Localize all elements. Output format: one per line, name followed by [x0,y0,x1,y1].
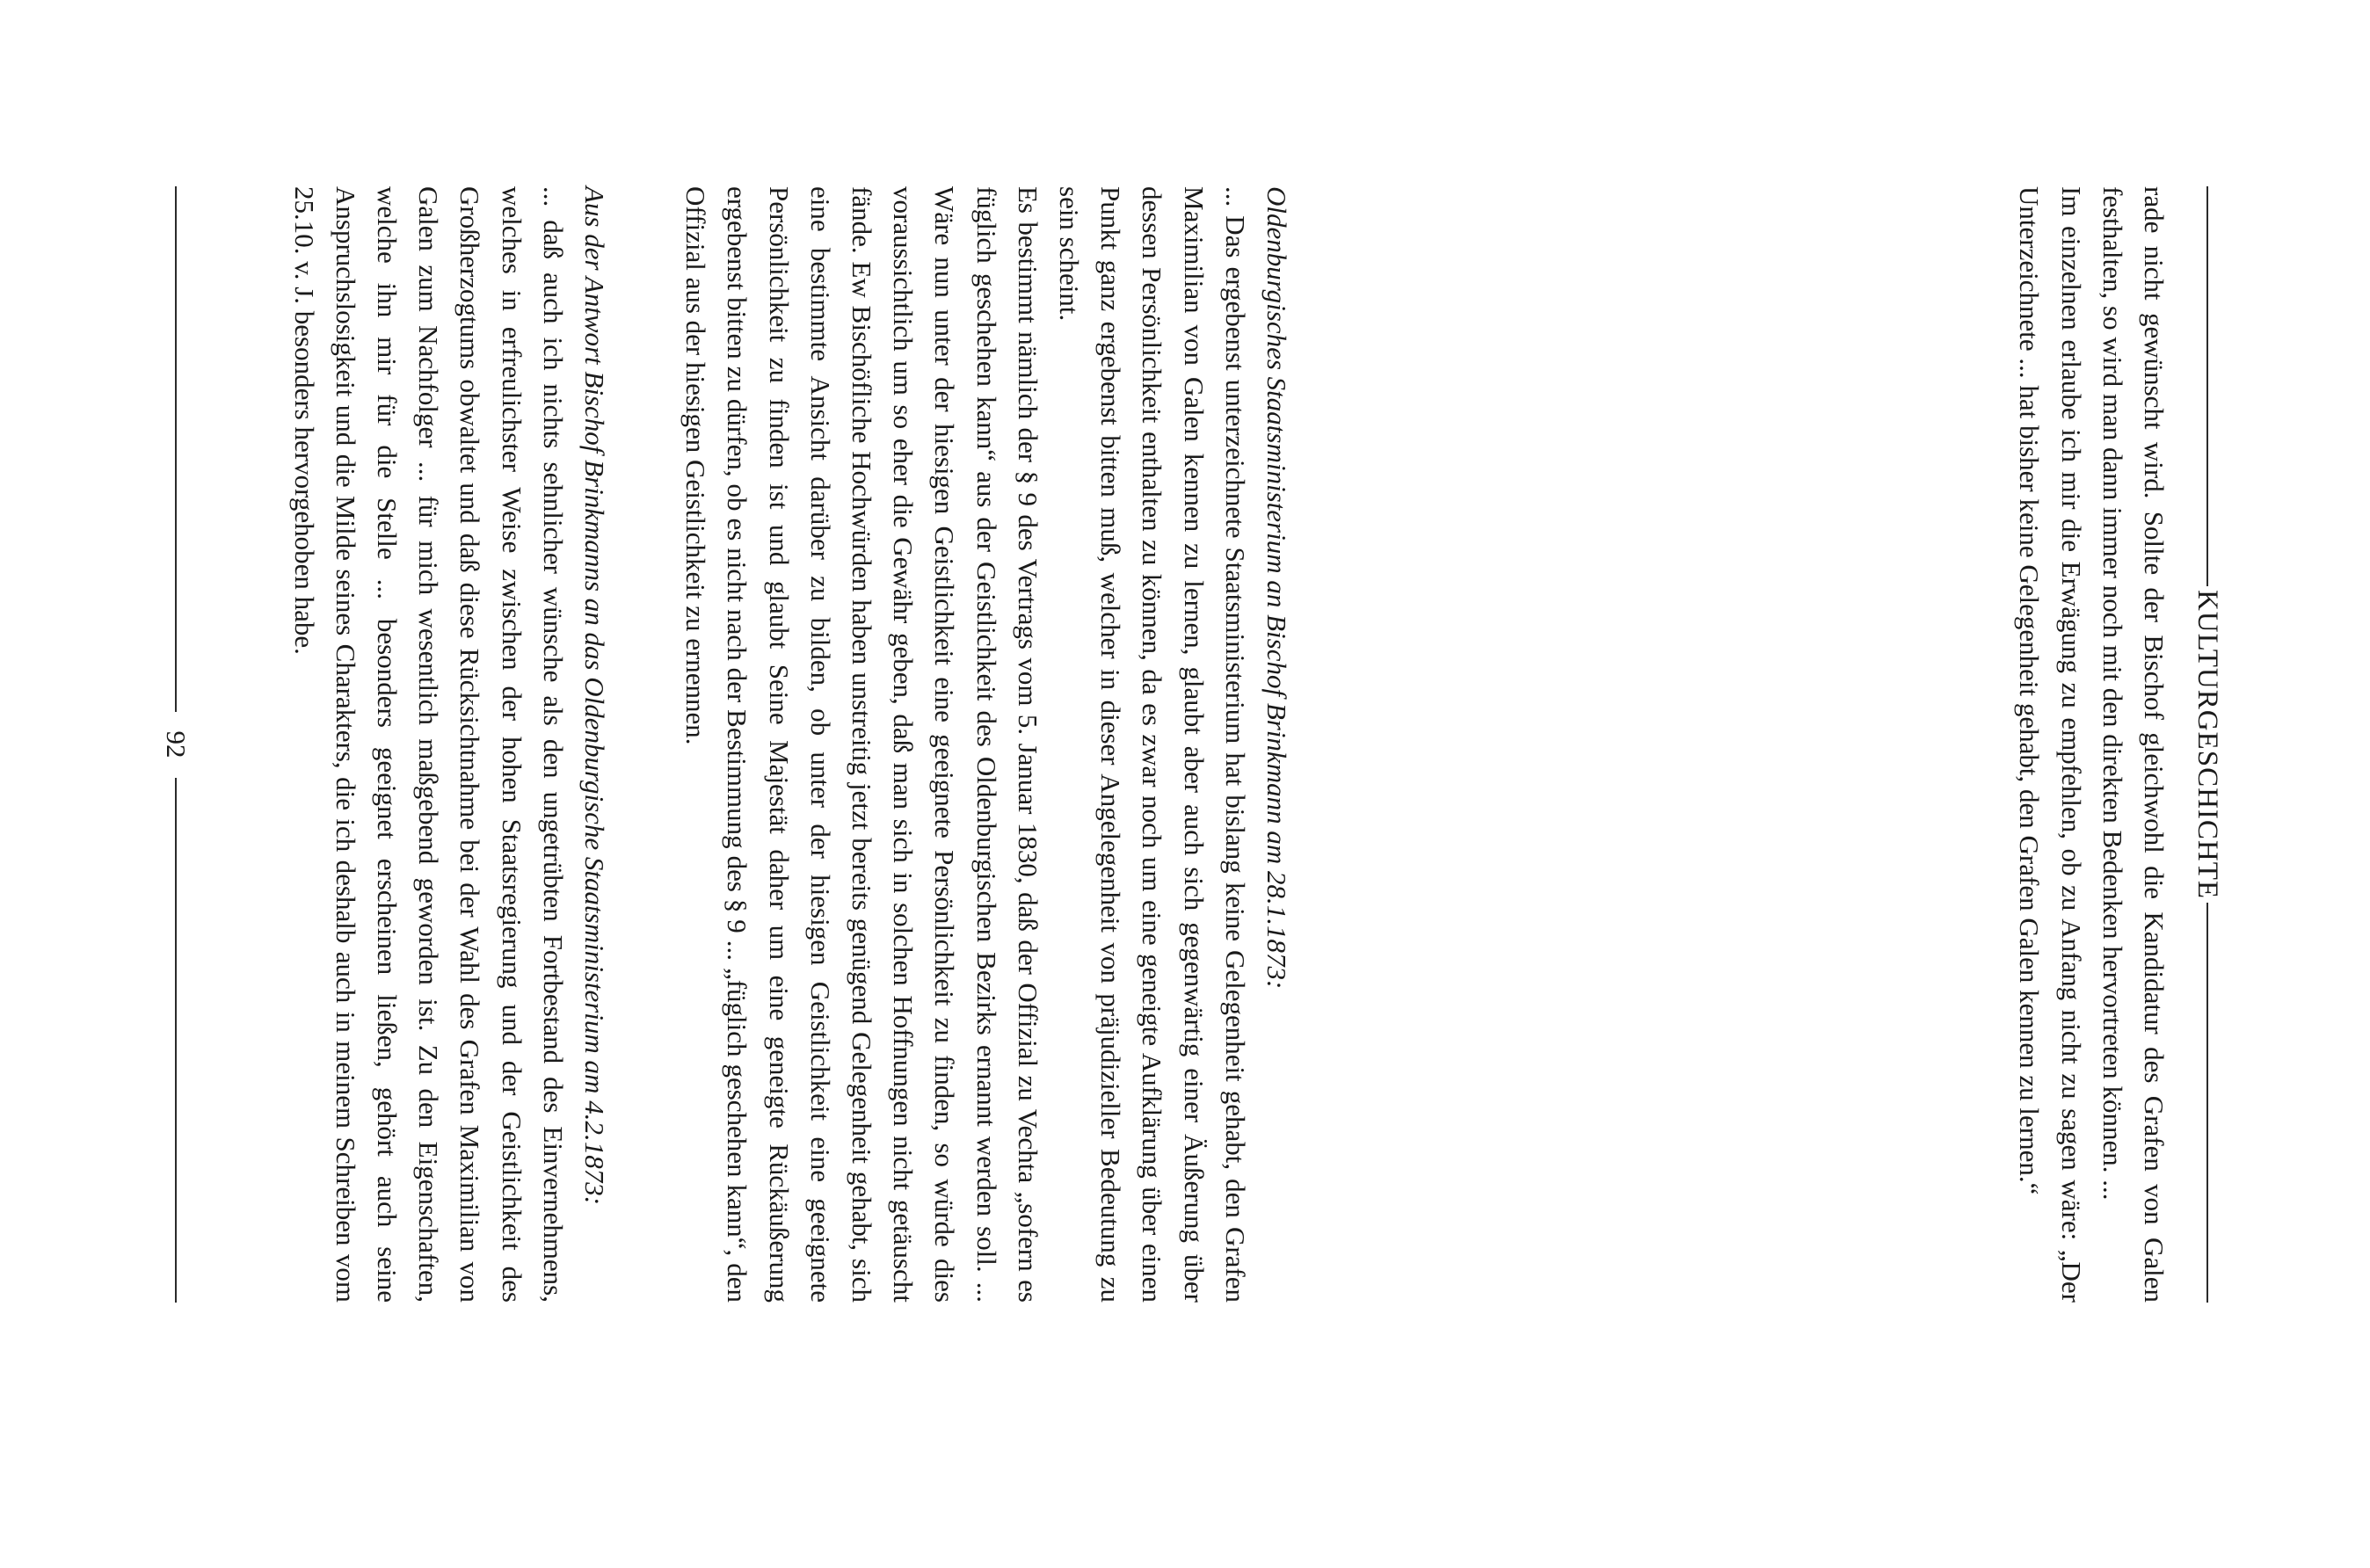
body-paragraph: rade nicht gewünscht wird. Sollte der Bischof gleichwohl die Kandidatur des Grafen von Galen festhalten, so wird man dann immer noch mit den direkten Bedenken hervortreten können. ... [2097,186,2170,1303]
page-number: 92 [161,730,192,759]
body-paragraph: Im einzelnen erlaube ich mir die Erwägung zu empfehlen, ob zu Anfang nicht zu sagen wäre: „Der Unterzeichnete ... hat bisher keine Gelegenheit gehabt, den Grafen Galen kennen zu lernen.“ [2014,186,2087,1303]
section-letter-bishop [283,186,615,1303]
body-paragraph: Es bestimmt nämlich der § 9 des Vertrags vom 5. Januar 1830, daß der Offizial zu Vechta „sofern es füglich geschehen kann“ aus der Geistlichkeit des Oldenburgischen Bezirks ernannt werden soll. ... Wäre nun unter der hiesigen Geistlichkeit eine geeignete Persönlichkeit zu finden, so würde dies voraussichtlich um so eher die Gewähr geben, daß man sich in solchen Hoffnungen nicht getäuscht fände. Ew Bischöfliche Hochwürden haben unstreitig jetzt bereits genügend Gelegenheit gehabt, sich eine bestimmte Ansicht darüber zu bilden, ob unter der hiesigen Geistlichkeit eine geeignete Persönlichkeit zu finden ist und glaubt Seine Majestät daher um eine geneigte Rückäußerung ergebenst bitten zu dürfen, ob es nicht nach der Bestimmung des § 9 ... „füglich geschehen kann“, den Offizial aus der hiesigen Geistlichkeit zu ernennen. [680,186,1043,1303]
body-paragraph: ... Das ergebenst unterzeichnete Staatsministerium hat bislang keine Gelegenheit gehabt, den Grafen Maximilian von Galen kennen zu lernen, glaubt aber auch sich gegenwärtig einer Äußerung über dessen Persönlichkeit enthalten zu können, da es zwar noch um eine geneigte Aufklärung über einen Punkt ganz ergebenst bitten muß, welcher in dieser Angelegenheit von präjudizieller Bedeutung zu sein scheint. [1053,186,1251,1303]
section-letter-ministry [675,186,1298,1303]
section-heading: Oldenburgisches Staatsministerium an Bischof Brinkmann am 28.1.1873: [1261,186,1292,990]
section-heading: Aus der Antwort Bischof Brinkmanns an das Oldenburgische Staatsministerium am 4.2.1873: [579,186,610,1206]
running-header-title: KULTURGESCHICHTE [2192,589,2224,900]
page-footer [158,186,193,1303]
running-header [2190,186,2225,1303]
header-rule-left [2206,186,2208,586]
section-continuation [2009,186,2175,1303]
footer-rule-right [175,778,177,1303]
body-paragraph: ... daß auch ich nichts sehnlicher wünsche als den ungetrübten Fortbestand des Einvernehmens, welches in erfreulichster Weise zwischen der hohen Staatsregierung und der Geistlichkeit des Großherzogtums obwaltet und daß diese Rücksichtnahme bei der Wahl des Grafen Maximilian von Galen zum Nachfolger ... für mich wesentlich maßgebend geworden ist. Zu den Eigenschaften, welche ihn mir für die Stelle ... besonders geeignet erscheinen ließen, gehört auch seine Anspruchslosigkeit und die Milde seines Charakters, die ich deshalb auch in meinem Schreiben vom 25.10. v. J. besonders hervorgehoben habe. [288,186,569,1303]
header-rule-right [2206,903,2208,1303]
footer-rule-left [175,186,177,712]
